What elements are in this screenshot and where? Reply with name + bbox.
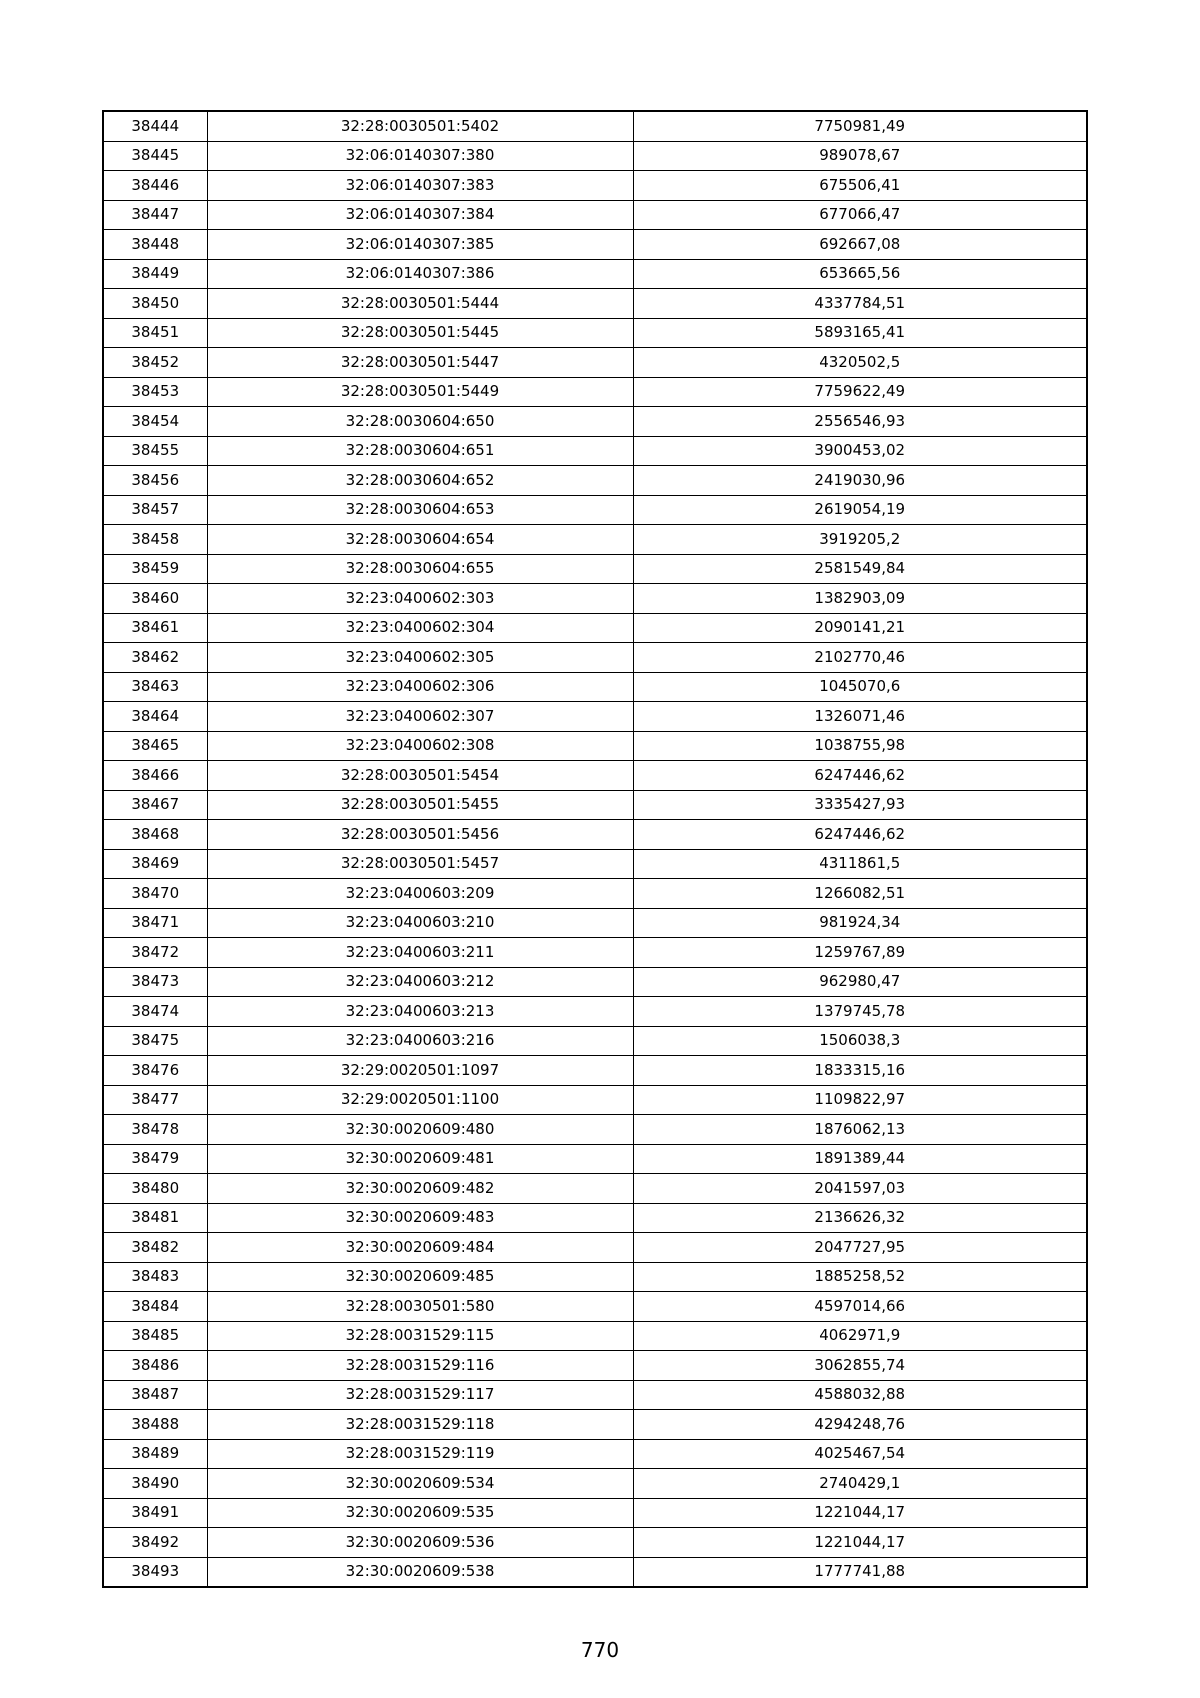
row-number-cell: 38476: [103, 1056, 207, 1086]
row-number-cell: 38448: [103, 230, 207, 260]
row-number-cell: 38447: [103, 200, 207, 230]
value-cell: 7759622,49: [633, 377, 1087, 407]
value-cell: 3919205,2: [633, 525, 1087, 555]
row-number-cell: 38460: [103, 584, 207, 614]
row-number-cell: 38479: [103, 1144, 207, 1174]
row-number-cell: 38470: [103, 879, 207, 909]
table-row: [103, 259, 1087, 289]
table-row: [103, 1174, 1087, 1204]
cadastral-number-cell: 32:06:0140307:386: [207, 259, 633, 289]
cadastral-number-cell: 32:28:0030604:653: [207, 495, 633, 525]
row-number-cell: 38473: [103, 967, 207, 997]
table-row: [103, 1144, 1087, 1174]
cadastral-number-cell: 32:30:0020609:534: [207, 1469, 633, 1499]
value-cell: 2102770,46: [633, 643, 1087, 673]
table-body: [103, 111, 1087, 1587]
table-row: [103, 849, 1087, 879]
table-row: [103, 200, 1087, 230]
table-row: [103, 790, 1087, 820]
cadastral-number-cell: 32:23:0400603:216: [207, 1026, 633, 1056]
row-number-cell: 38469: [103, 849, 207, 879]
table-row: [103, 436, 1087, 466]
row-number-cell: 38462: [103, 643, 207, 673]
value-cell: 1266082,51: [633, 879, 1087, 909]
cadastral-number-cell: 32:23:0400602:308: [207, 731, 633, 761]
value-cell: 1777741,88: [633, 1557, 1087, 1587]
table-row: [103, 1115, 1087, 1145]
row-number-cell: 38461: [103, 613, 207, 643]
cadastral-number-cell: 32:28:0031529:119: [207, 1439, 633, 1469]
cadastral-number-cell: 32:30:0020609:538: [207, 1557, 633, 1587]
table-row: [103, 702, 1087, 732]
cadastral-number-cell: 32:30:0020609:480: [207, 1115, 633, 1145]
value-cell: 1038755,98: [633, 731, 1087, 761]
table-row: [103, 1321, 1087, 1351]
row-number-cell: 38481: [103, 1203, 207, 1233]
row-number-cell: 38474: [103, 997, 207, 1027]
value-cell: 1382903,09: [633, 584, 1087, 614]
cadastral-number-cell: 32:06:0140307:385: [207, 230, 633, 260]
cadastral-number-cell: 32:28:0030501:5449: [207, 377, 633, 407]
value-cell: 2090141,21: [633, 613, 1087, 643]
table-row: [103, 613, 1087, 643]
value-cell: 962980,47: [633, 967, 1087, 997]
value-cell: 1326071,46: [633, 702, 1087, 732]
cadastral-number-cell: 32:28:0030501:5447: [207, 348, 633, 378]
cadastral-number-cell: 32:28:0030501:5454: [207, 761, 633, 791]
row-number-cell: 38485: [103, 1321, 207, 1351]
value-cell: 653665,56: [633, 259, 1087, 289]
cadastral-number-cell: 32:30:0020609:482: [207, 1174, 633, 1204]
value-cell: 675506,41: [633, 171, 1087, 201]
table-row: [103, 967, 1087, 997]
row-number-cell: 38445: [103, 141, 207, 171]
value-cell: 2740429,1: [633, 1469, 1087, 1499]
table-row: [103, 1056, 1087, 1086]
row-number-cell: 38458: [103, 525, 207, 555]
cadastral-number-cell: 32:30:0020609:481: [207, 1144, 633, 1174]
row-number-cell: 38453: [103, 377, 207, 407]
value-cell: 4588032,88: [633, 1380, 1087, 1410]
cadastral-number-cell: 32:28:0030501:5455: [207, 790, 633, 820]
cadastral-number-cell: 32:06:0140307:383: [207, 171, 633, 201]
cadastral-number-cell: 32:23:0400602:306: [207, 672, 633, 702]
cadastral-number-cell: 32:28:0030501:5457: [207, 849, 633, 879]
row-number-cell: 38472: [103, 938, 207, 968]
value-cell: 1885258,52: [633, 1262, 1087, 1292]
value-cell: 1045070,6: [633, 672, 1087, 702]
table-row: [103, 171, 1087, 201]
value-cell: 981924,34: [633, 908, 1087, 938]
row-number-cell: 38475: [103, 1026, 207, 1056]
cadastral-number-cell: 32:23:0400602:305: [207, 643, 633, 673]
table-row: [103, 879, 1087, 909]
table-row: [103, 1498, 1087, 1528]
table-row: [103, 1203, 1087, 1233]
row-number-cell: 38457: [103, 495, 207, 525]
row-number-cell: 38471: [103, 908, 207, 938]
value-cell: 2619054,19: [633, 495, 1087, 525]
value-cell: 1221044,17: [633, 1498, 1087, 1528]
data-table: [102, 110, 1088, 1588]
cadastral-number-cell: 32:28:0030604:650: [207, 407, 633, 437]
value-cell: 1379745,78: [633, 997, 1087, 1027]
cadastral-number-cell: 32:23:0400602:303: [207, 584, 633, 614]
value-cell: 1259767,89: [633, 938, 1087, 968]
cadastral-number-cell: 32:29:0020501:1100: [207, 1085, 633, 1115]
table-row: [103, 407, 1087, 437]
cadastral-number-cell: 32:28:0030604:652: [207, 466, 633, 496]
cadastral-number-cell: 32:06:0140307:380: [207, 141, 633, 171]
value-cell: 4311861,5: [633, 849, 1087, 879]
cadastral-number-cell: 32:28:0030604:655: [207, 554, 633, 584]
value-cell: 1833315,16: [633, 1056, 1087, 1086]
table-row: [103, 141, 1087, 171]
cadastral-number-cell: 32:28:0030501:5402: [207, 111, 633, 141]
table-row: [103, 525, 1087, 555]
row-number-cell: 38468: [103, 820, 207, 850]
table-row: [103, 318, 1087, 348]
value-cell: 3335427,93: [633, 790, 1087, 820]
value-cell: 4062971,9: [633, 1321, 1087, 1351]
cadastral-number-cell: 32:28:0031529:117: [207, 1380, 633, 1410]
value-cell: 1876062,13: [633, 1115, 1087, 1145]
table-row: [103, 908, 1087, 938]
cadastral-number-cell: 32:30:0020609:485: [207, 1262, 633, 1292]
row-number-cell: 38480: [103, 1174, 207, 1204]
cadastral-number-cell: 32:30:0020609:483: [207, 1203, 633, 1233]
table-row: [103, 1380, 1087, 1410]
cadastral-number-cell: 32:23:0400602:304: [207, 613, 633, 643]
table-row: [103, 938, 1087, 968]
row-number-cell: 38456: [103, 466, 207, 496]
value-cell: 4337784,51: [633, 289, 1087, 319]
row-number-cell: 38449: [103, 259, 207, 289]
table-row: [103, 377, 1087, 407]
table-row: [103, 1439, 1087, 1469]
cadastral-number-cell: 32:28:0030501:580: [207, 1292, 633, 1322]
row-number-cell: 38450: [103, 289, 207, 319]
row-number-cell: 38444: [103, 111, 207, 141]
value-cell: 3062855,74: [633, 1351, 1087, 1381]
row-number-cell: 38465: [103, 731, 207, 761]
table-row: [103, 1469, 1087, 1499]
cadastral-number-cell: 32:29:0020501:1097: [207, 1056, 633, 1086]
table-row: [103, 1085, 1087, 1115]
table-row: [103, 554, 1087, 584]
row-number-cell: 38493: [103, 1557, 207, 1587]
table-row: [103, 997, 1087, 1027]
value-cell: 4320502,5: [633, 348, 1087, 378]
cadastral-number-cell: 32:28:0030604:651: [207, 436, 633, 466]
cadastral-number-cell: 32:28:0030501:5445: [207, 318, 633, 348]
table-row: [103, 820, 1087, 850]
table-row: [103, 761, 1087, 791]
table-row: [103, 1026, 1087, 1056]
value-cell: 6247446,62: [633, 820, 1087, 850]
cadastral-number-cell: 32:28:0031529:115: [207, 1321, 633, 1351]
row-number-cell: 38463: [103, 672, 207, 702]
row-number-cell: 38452: [103, 348, 207, 378]
value-cell: 2581549,84: [633, 554, 1087, 584]
cadastral-number-cell: 32:28:0031529:116: [207, 1351, 633, 1381]
row-number-cell: 38451: [103, 318, 207, 348]
cadastral-number-cell: 32:28:0030501:5444: [207, 289, 633, 319]
cadastral-number-cell: 32:06:0140307:384: [207, 200, 633, 230]
row-number-cell: 38488: [103, 1410, 207, 1440]
cadastral-number-cell: 32:23:0400602:307: [207, 702, 633, 732]
table-row: [103, 111, 1087, 141]
row-number-cell: 38466: [103, 761, 207, 791]
table-row: [103, 230, 1087, 260]
table-row: [103, 289, 1087, 319]
table-row: [103, 1233, 1087, 1263]
value-cell: 2047727,95: [633, 1233, 1087, 1263]
cadastral-number-cell: 32:23:0400603:209: [207, 879, 633, 909]
row-number-cell: 38459: [103, 554, 207, 584]
value-cell: 677066,47: [633, 200, 1087, 230]
value-cell: 2556546,93: [633, 407, 1087, 437]
value-cell: 6247446,62: [633, 761, 1087, 791]
table-row: [103, 495, 1087, 525]
row-number-cell: 38478: [103, 1115, 207, 1145]
row-number-cell: 38454: [103, 407, 207, 437]
value-cell: 692667,08: [633, 230, 1087, 260]
value-cell: 1891389,44: [633, 1144, 1087, 1174]
row-number-cell: 38484: [103, 1292, 207, 1322]
table-row: [103, 1292, 1087, 1322]
cadastral-number-cell: 32:23:0400603:213: [207, 997, 633, 1027]
table-row: [103, 672, 1087, 702]
row-number-cell: 38455: [103, 436, 207, 466]
cadastral-number-cell: 32:23:0400603:210: [207, 908, 633, 938]
row-number-cell: 38464: [103, 702, 207, 732]
value-cell: 1506038,3: [633, 1026, 1087, 1056]
row-number-cell: 38482: [103, 1233, 207, 1263]
value-cell: 4025467,54: [633, 1439, 1087, 1469]
table-row: [103, 1262, 1087, 1292]
cadastral-number-cell: 32:30:0020609:484: [207, 1233, 633, 1263]
table-row: [103, 1410, 1087, 1440]
cadastral-number-cell: 32:23:0400603:212: [207, 967, 633, 997]
value-cell: 2136626,32: [633, 1203, 1087, 1233]
row-number-cell: 38491: [103, 1498, 207, 1528]
cadastral-number-cell: 32:28:0031529:118: [207, 1410, 633, 1440]
row-number-cell: 38489: [103, 1439, 207, 1469]
table-row: [103, 1351, 1087, 1381]
value-cell: 2419030,96: [633, 466, 1087, 496]
value-cell: 4597014,66: [633, 1292, 1087, 1322]
table-row: [103, 584, 1087, 614]
row-number-cell: 38486: [103, 1351, 207, 1381]
cadastral-number-cell: 32:28:0030604:654: [207, 525, 633, 555]
value-cell: 7750981,49: [633, 111, 1087, 141]
table-row: [103, 731, 1087, 761]
cadastral-number-cell: 32:23:0400603:211: [207, 938, 633, 968]
row-number-cell: 38446: [103, 171, 207, 201]
value-cell: 989078,67: [633, 141, 1087, 171]
row-number-cell: 38487: [103, 1380, 207, 1410]
page-number: 770: [580, 1638, 620, 1662]
table-row: [103, 1557, 1087, 1587]
table-row: [103, 466, 1087, 496]
row-number-cell: 38492: [103, 1528, 207, 1558]
value-cell: 5893165,41: [633, 318, 1087, 348]
row-number-cell: 38483: [103, 1262, 207, 1292]
row-number-cell: 38490: [103, 1469, 207, 1499]
cadastral-number-cell: 32:28:0030501:5456: [207, 820, 633, 850]
value-cell: 1221044,17: [633, 1528, 1087, 1558]
row-number-cell: 38477: [103, 1085, 207, 1115]
table-row: [103, 1528, 1087, 1558]
value-cell: 3900453,02: [633, 436, 1087, 466]
cadastral-number-cell: 32:30:0020609:536: [207, 1528, 633, 1558]
table-row: [103, 348, 1087, 378]
value-cell: 1109822,97: [633, 1085, 1087, 1115]
value-cell: 4294248,76: [633, 1410, 1087, 1440]
table-row: [103, 643, 1087, 673]
cadastral-number-cell: 32:30:0020609:535: [207, 1498, 633, 1528]
row-number-cell: 38467: [103, 790, 207, 820]
value-cell: 2041597,03: [633, 1174, 1087, 1204]
